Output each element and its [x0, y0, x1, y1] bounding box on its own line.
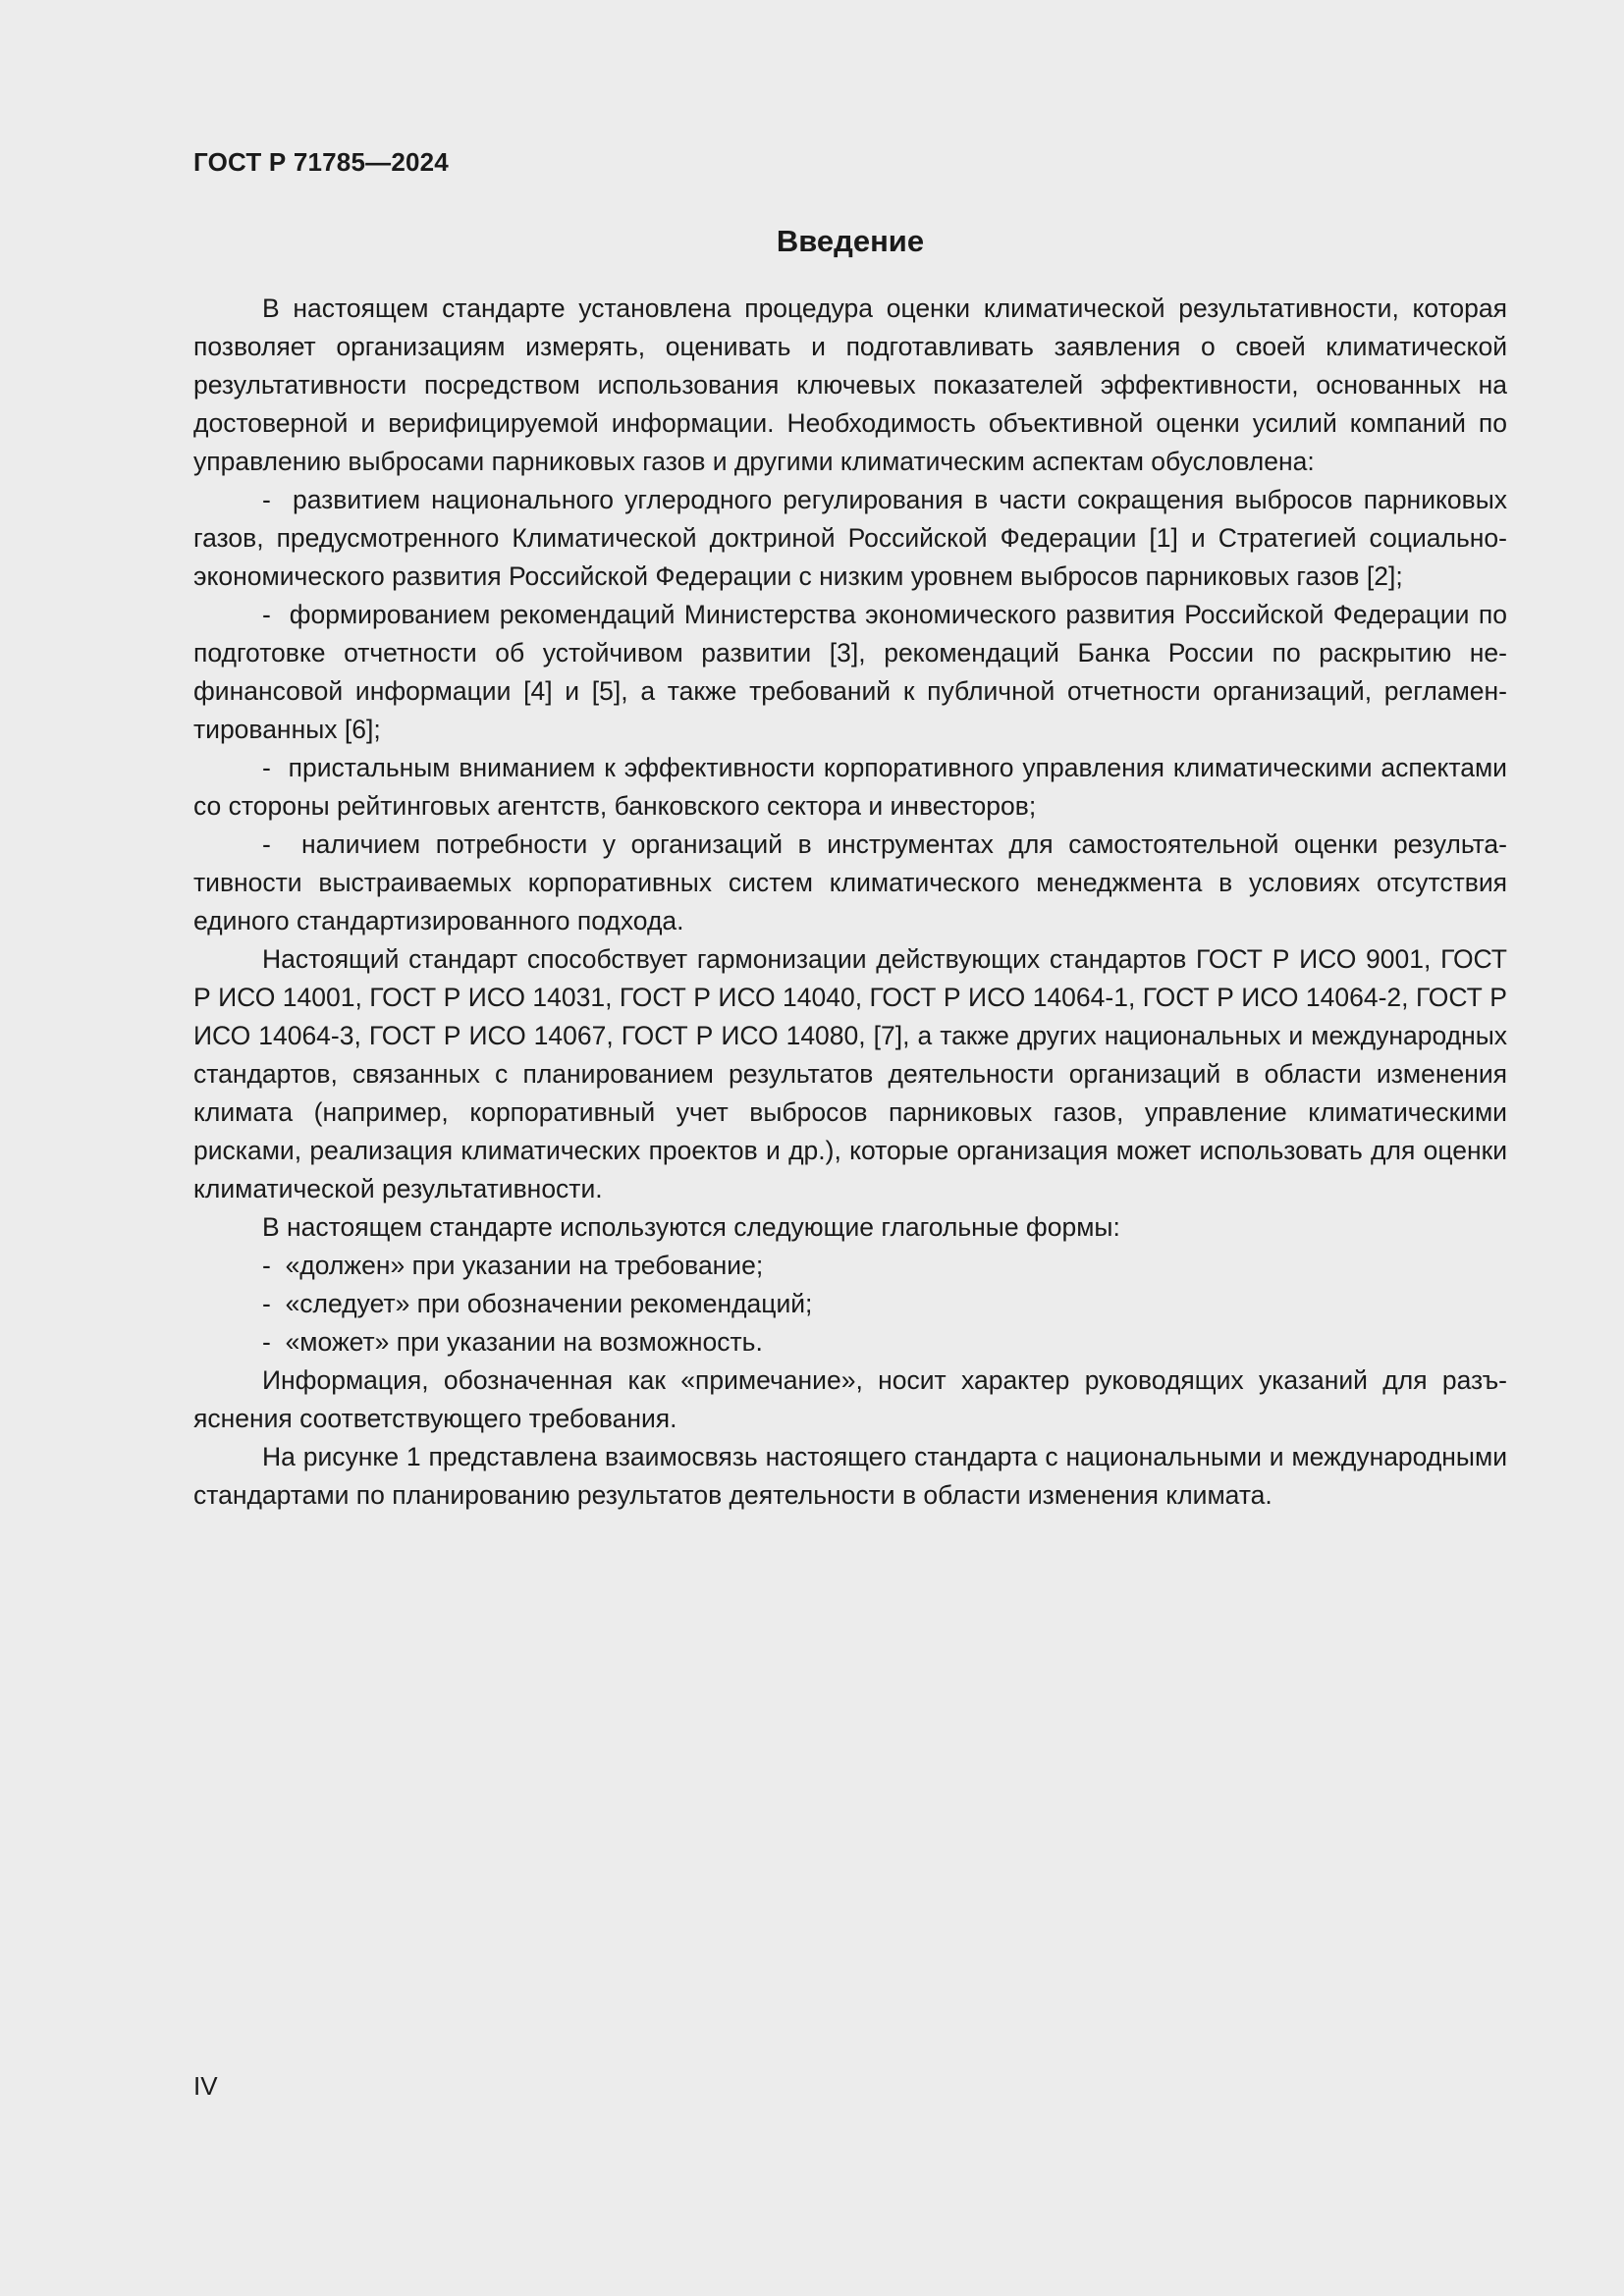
page-number: IV — [193, 2071, 218, 2101]
paragraph: В настоящем стандарте используются следующие глагольные формы: — [262, 1212, 1120, 1242]
paragraph: На рисунке 1 представлена взаимосвязь настоящего стандарта с национальными и международными стандартами по планированию результатов деятельности в области изменения климата. — [193, 1442, 1507, 1510]
list-item: - пристальным вниманием к эффективности корпоративного управления климатическими аспектами со стороны рейтинговых агентств, банковского сектора и инвесторов; — [193, 749, 1507, 826]
list-item: - «может» при указании на возможность. — [193, 1323, 1507, 1362]
document-code: ГОСТ Р 71785—2024 — [193, 147, 449, 177]
list-item: - наличием потребности у организаций в инструментах для самостоятельной оценки результативности выстраиваемых корпоративных систем климатического менеджмента в условиях отсутствия единого стандартизированного подхода. — [193, 826, 1507, 940]
section-title: Введение — [776, 224, 925, 258]
list-item: - «следует» при обозначении рекомендаций; — [193, 1285, 1507, 1323]
list-item: - формированием рекомендаций Министерства экономического развития Российской Федерации по подготовке отчетности об устойчивом развитии [3], рекомендаций Банка России по раскрытию нефинансовой информации [4] и [5], а также требований к публичной отчетности организаций, регламентированных [6]; — [193, 596, 1507, 749]
list-item: - «должен» при указании на требование; — [193, 1247, 1507, 1285]
paragraph: В настоящем стандарте установлена процедура оценки климатической результативности, которая позволяет организациям измерять, оценивать и подготавливать заявления о своей климатической результативности посредством использования ключевых показателей эффективности, основанных на достоверной и верифицируемой информации. Необходимость объективной оценки усилий компаний по управлению выбросами парниковых газов и другими климатическим аспектам обусловлена: — [193, 294, 1507, 476]
list-item: - развитием национального углеродного регулирования в части сокращения выбросов парниковых газов, предусмотренного Климатической доктриной Российской Федерации [1] и Стратегией социально-экономического развития Российской Федерации с низким уровнем выбросов парниковых газов [2]; — [193, 481, 1507, 596]
section-body — [193, 290, 1507, 1515]
paragraph: Настоящий стандарт способствует гармонизации действующих стандартов ГОСТ Р ИСО 9001, ГОСТ Р ИСО 14001, ГОСТ Р ИСО 14031, ГОСТ Р ИСО 14040, ГОСТ Р ИСО 14064-1, ГОСТ Р ИСО 14064-2, ГОСТ Р ИСО 14064-3, ГОСТ Р ИСО 14067, ГОСТ Р ИСО 14080, [7], а также других национальных и международных стандартов, связанных с планированием результатов деятельности организаций в области изменения климата (например, корпоративный учет выбросов парниковых газов, управление климатическими рисками, реализация климатических проектов и др.), которые организация может использовать для оценки климатической результативности. — [193, 944, 1507, 1203]
paragraph: Информация, обозначенная как «примечание», носит характер руководящих указаний для разъяснения соответствующего требования. — [193, 1365, 1507, 1433]
